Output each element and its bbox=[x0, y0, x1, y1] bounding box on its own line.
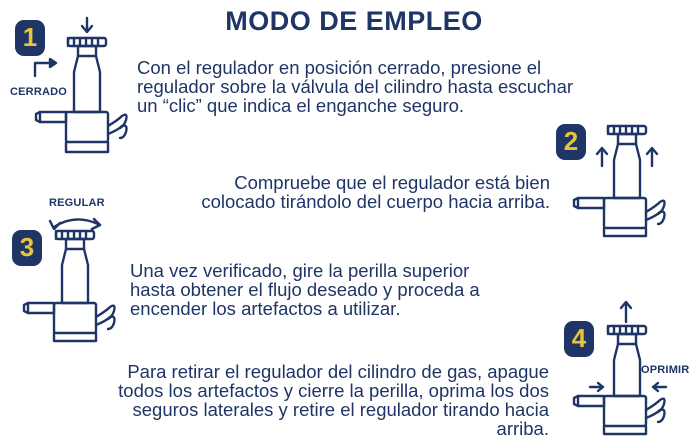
step-4-label: OPRIMIR bbox=[641, 364, 690, 376]
page-title: MODO DE EMPLEO bbox=[225, 6, 483, 36]
step-4-line-3: seguros laterales y retire el regulador tirando hacia bbox=[132, 399, 549, 420]
step-3-text bbox=[130, 261, 480, 318]
regulator-closed-icon bbox=[28, 16, 148, 158]
step-3-line-2: hasta obtener el flujo deseado y proceda a bbox=[130, 279, 480, 300]
step-3-line-1: Una vez verificado, gire la perilla superior bbox=[130, 260, 470, 281]
step-4-illustration bbox=[566, 298, 692, 440]
step-3-illustration bbox=[14, 205, 134, 345]
step-2-text bbox=[118, 173, 550, 211]
step-4-line-2: todos los artefactos y cierre la perilla, oprima los dos bbox=[118, 380, 549, 401]
step-4-line-4: arriba. bbox=[496, 418, 549, 439]
step-1-line-2: regulador sobre la válvula del cilindro hasta escuchar bbox=[137, 76, 574, 97]
step-1-text bbox=[137, 58, 573, 115]
step-4-line-1: Para retirar el regulador del cilindro de gas, apague bbox=[127, 361, 549, 382]
regulator-press-release-icon bbox=[566, 298, 692, 440]
step-4-number: 4 bbox=[571, 323, 587, 353]
step-1-line-1: Con el regulador en posición cerrado, presione el bbox=[137, 57, 542, 78]
step-1-line-3: un “clic” que indica el enganche seguro. bbox=[137, 95, 465, 116]
step-1-label: CERRADO bbox=[10, 86, 68, 98]
step-3-number: 3 bbox=[19, 232, 35, 262]
step-2-line-2: colocado tirándolo del cuerpo hacia arriba. bbox=[201, 191, 550, 212]
step-2-line-1: Compruebe que el regulador está bien bbox=[234, 172, 550, 193]
step-1-number: 1 bbox=[22, 22, 38, 52]
step-4-text bbox=[25, 362, 549, 438]
regulator-pull-up-icon bbox=[560, 120, 688, 242]
step-3-label: REGULAR bbox=[49, 197, 105, 209]
step-2-illustration bbox=[560, 120, 688, 242]
regulator-rotate-icon bbox=[14, 205, 134, 345]
step-2-number: 2 bbox=[563, 126, 579, 156]
step-1-illustration bbox=[28, 16, 148, 158]
step-3-line-3: encender los artefactos a utilizar. bbox=[130, 298, 401, 319]
